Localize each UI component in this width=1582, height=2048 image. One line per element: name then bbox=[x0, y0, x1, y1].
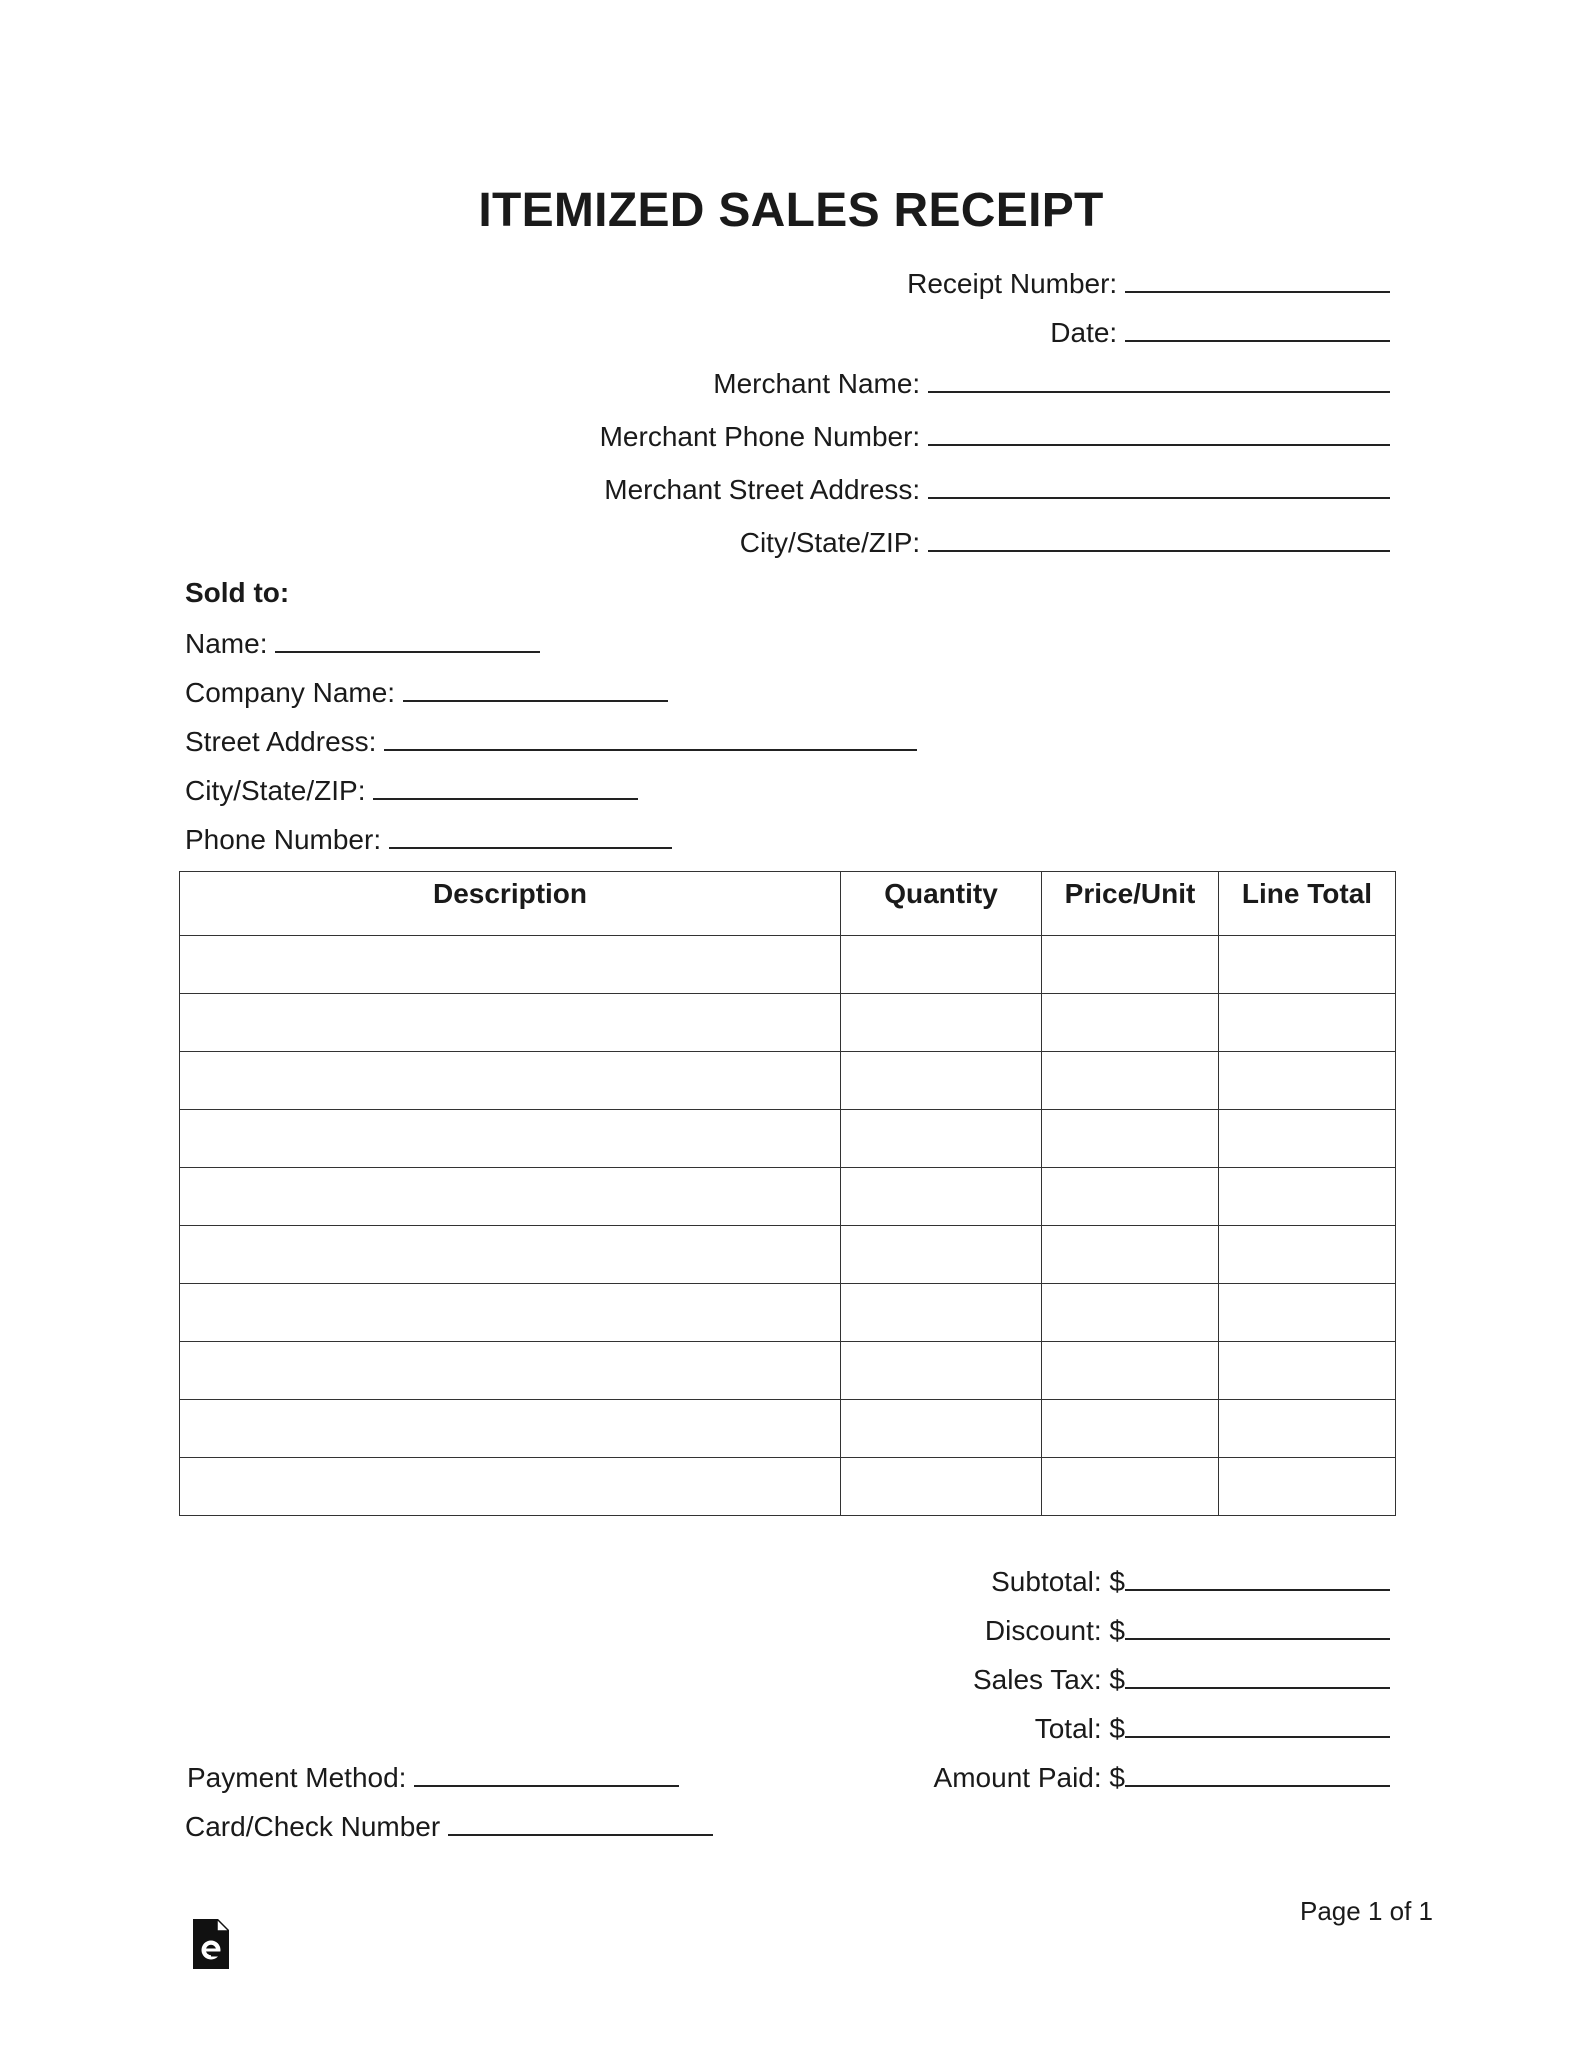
subtotal-field[interactable] bbox=[991, 1563, 1390, 1599]
merchant-name-label: Merchant Name: bbox=[713, 368, 921, 399]
date-label: Date: bbox=[1050, 317, 1118, 348]
cell-description[interactable] bbox=[180, 1052, 841, 1110]
cell-line-total[interactable] bbox=[1219, 1168, 1396, 1226]
amount-paid-line[interactable] bbox=[1125, 1759, 1390, 1787]
cell-price-unit[interactable] bbox=[1042, 936, 1219, 994]
buyer-city-label: City/State/ZIP: bbox=[185, 775, 366, 806]
discount-field[interactable] bbox=[985, 1612, 1390, 1648]
sales-tax-line[interactable] bbox=[1125, 1661, 1390, 1689]
payment-method-label: Payment Method: bbox=[187, 1762, 407, 1793]
cell-line-total[interactable] bbox=[1219, 1400, 1396, 1458]
buyer-address-label: Street Address: bbox=[185, 726, 377, 757]
receipt-number-field[interactable] bbox=[907, 265, 1390, 301]
table-header-row bbox=[180, 872, 1396, 936]
cell-description[interactable] bbox=[180, 1110, 841, 1168]
total-line[interactable] bbox=[1125, 1710, 1390, 1738]
table-row bbox=[180, 1458, 1396, 1516]
table-row bbox=[180, 994, 1396, 1052]
cell-line-total[interactable] bbox=[1219, 1342, 1396, 1400]
cell-price-unit[interactable] bbox=[1042, 1400, 1219, 1458]
sales-tax-label: Sales Tax: $ bbox=[972, 1664, 1125, 1695]
items-table bbox=[179, 871, 1396, 1516]
sold-to-heading: Sold to: bbox=[185, 577, 290, 608]
column-header-quantity: Quantity bbox=[841, 872, 1042, 936]
buyer-name-line[interactable] bbox=[275, 625, 540, 653]
buyer-company-field[interactable] bbox=[185, 674, 668, 710]
subtotal-label: Subtotal: $ bbox=[991, 1566, 1125, 1597]
cell-description[interactable] bbox=[180, 1458, 841, 1516]
payment-method-line[interactable] bbox=[414, 1759, 679, 1787]
amount-paid-label: Amount Paid: $ bbox=[933, 1762, 1125, 1793]
cell-line-total[interactable] bbox=[1219, 1226, 1396, 1284]
cell-price-unit[interactable] bbox=[1042, 994, 1219, 1052]
cell-description[interactable] bbox=[180, 1168, 841, 1226]
cell-line-total[interactable] bbox=[1219, 936, 1396, 994]
column-header-description: Description bbox=[180, 872, 841, 936]
cell-quantity[interactable] bbox=[841, 1458, 1042, 1516]
card-check-number-field[interactable] bbox=[185, 1808, 713, 1844]
merchant-name-line[interactable] bbox=[928, 365, 1390, 393]
merchant-phone-line[interactable] bbox=[928, 418, 1390, 446]
payment-method-field[interactable] bbox=[187, 1759, 679, 1795]
subtotal-line[interactable] bbox=[1125, 1563, 1390, 1591]
buyer-phone-label: Phone Number: bbox=[185, 824, 382, 855]
cell-line-total[interactable] bbox=[1219, 1284, 1396, 1342]
cell-quantity[interactable] bbox=[841, 1400, 1042, 1458]
card-check-number-line[interactable] bbox=[448, 1808, 713, 1836]
table-row bbox=[180, 1284, 1396, 1342]
cell-quantity[interactable] bbox=[841, 1226, 1042, 1284]
merchant-city-label: City/State/ZIP: bbox=[739, 527, 921, 558]
cell-line-total[interactable] bbox=[1219, 994, 1396, 1052]
cell-description[interactable] bbox=[180, 994, 841, 1052]
merchant-phone-field[interactable] bbox=[600, 418, 1390, 454]
cell-quantity[interactable] bbox=[841, 936, 1042, 994]
table-row bbox=[180, 1342, 1396, 1400]
cell-quantity[interactable] bbox=[841, 1052, 1042, 1110]
sales-tax-field[interactable] bbox=[973, 1661, 1390, 1697]
buyer-name-field[interactable] bbox=[185, 625, 540, 661]
total-label: Total: $ bbox=[1034, 1713, 1125, 1744]
discount-label: Discount: $ bbox=[984, 1615, 1125, 1646]
cell-price-unit[interactable] bbox=[1042, 1052, 1219, 1110]
cell-description[interactable] bbox=[180, 1342, 841, 1400]
buyer-city-field[interactable] bbox=[185, 772, 638, 808]
merchant-address-label: Merchant Street Address: bbox=[604, 474, 921, 505]
table-row bbox=[180, 936, 1396, 994]
cell-price-unit[interactable] bbox=[1042, 1110, 1219, 1168]
column-header-price-unit: Price/Unit bbox=[1042, 872, 1219, 936]
card-check-number-label: Card/Check Number bbox=[185, 1811, 441, 1842]
eforms-logo-icon bbox=[193, 1919, 229, 1969]
cell-quantity[interactable] bbox=[841, 1284, 1042, 1342]
cell-quantity[interactable] bbox=[841, 1110, 1042, 1168]
cell-description[interactable] bbox=[180, 936, 841, 994]
cell-description[interactable] bbox=[180, 1400, 841, 1458]
merchant-address-field[interactable] bbox=[604, 471, 1390, 507]
merchant-phone-label: Merchant Phone Number: bbox=[599, 421, 921, 452]
buyer-address-line[interactable] bbox=[384, 723, 917, 751]
cell-price-unit[interactable] bbox=[1042, 1168, 1219, 1226]
receipt-number-line[interactable] bbox=[1125, 265, 1390, 293]
cell-line-total[interactable] bbox=[1219, 1458, 1396, 1516]
buyer-address-field[interactable] bbox=[185, 723, 917, 759]
total-field[interactable] bbox=[1035, 1710, 1390, 1746]
cell-quantity[interactable] bbox=[841, 1168, 1042, 1226]
buyer-company-line[interactable] bbox=[403, 674, 668, 702]
table-row bbox=[180, 1226, 1396, 1284]
buyer-city-line[interactable] bbox=[373, 772, 638, 800]
date-line[interactable] bbox=[1125, 314, 1390, 342]
amount-paid-field[interactable] bbox=[934, 1759, 1390, 1795]
receipt-number-label: Receipt Number: bbox=[907, 268, 1118, 299]
table-row bbox=[180, 1052, 1396, 1110]
cell-description[interactable] bbox=[180, 1284, 841, 1342]
cell-price-unit[interactable] bbox=[1042, 1226, 1219, 1284]
table-row bbox=[180, 1110, 1396, 1168]
merchant-city-field[interactable] bbox=[740, 524, 1390, 560]
cell-line-total[interactable] bbox=[1219, 1052, 1396, 1110]
items-table-body bbox=[180, 936, 1396, 1516]
date-field[interactable] bbox=[1050, 314, 1390, 350]
discount-line[interactable] bbox=[1125, 1612, 1390, 1640]
cell-quantity[interactable] bbox=[841, 1342, 1042, 1400]
buyer-phone-field[interactable] bbox=[185, 821, 672, 857]
table-row bbox=[180, 1400, 1396, 1458]
column-header-line-total: Line Total bbox=[1219, 872, 1396, 936]
buyer-phone-line[interactable] bbox=[389, 821, 672, 849]
buyer-name-label: Name: bbox=[185, 628, 268, 659]
merchant-city-line[interactable] bbox=[928, 524, 1390, 552]
cell-line-total[interactable] bbox=[1219, 1110, 1396, 1168]
cell-price-unit[interactable] bbox=[1042, 1458, 1219, 1516]
cell-quantity[interactable] bbox=[841, 994, 1042, 1052]
merchant-name-field[interactable] bbox=[713, 365, 1390, 401]
merchant-address-line[interactable] bbox=[928, 471, 1390, 499]
document-title: ITEMIZED SALES RECEIPT bbox=[478, 184, 1104, 237]
cell-price-unit[interactable] bbox=[1042, 1284, 1219, 1342]
table-row bbox=[180, 1168, 1396, 1226]
page-number: Page 1 of 1 bbox=[1300, 1896, 1433, 1926]
cell-description[interactable] bbox=[180, 1226, 841, 1284]
cell-price-unit[interactable] bbox=[1042, 1342, 1219, 1400]
buyer-company-label: Company Name: bbox=[185, 677, 396, 708]
